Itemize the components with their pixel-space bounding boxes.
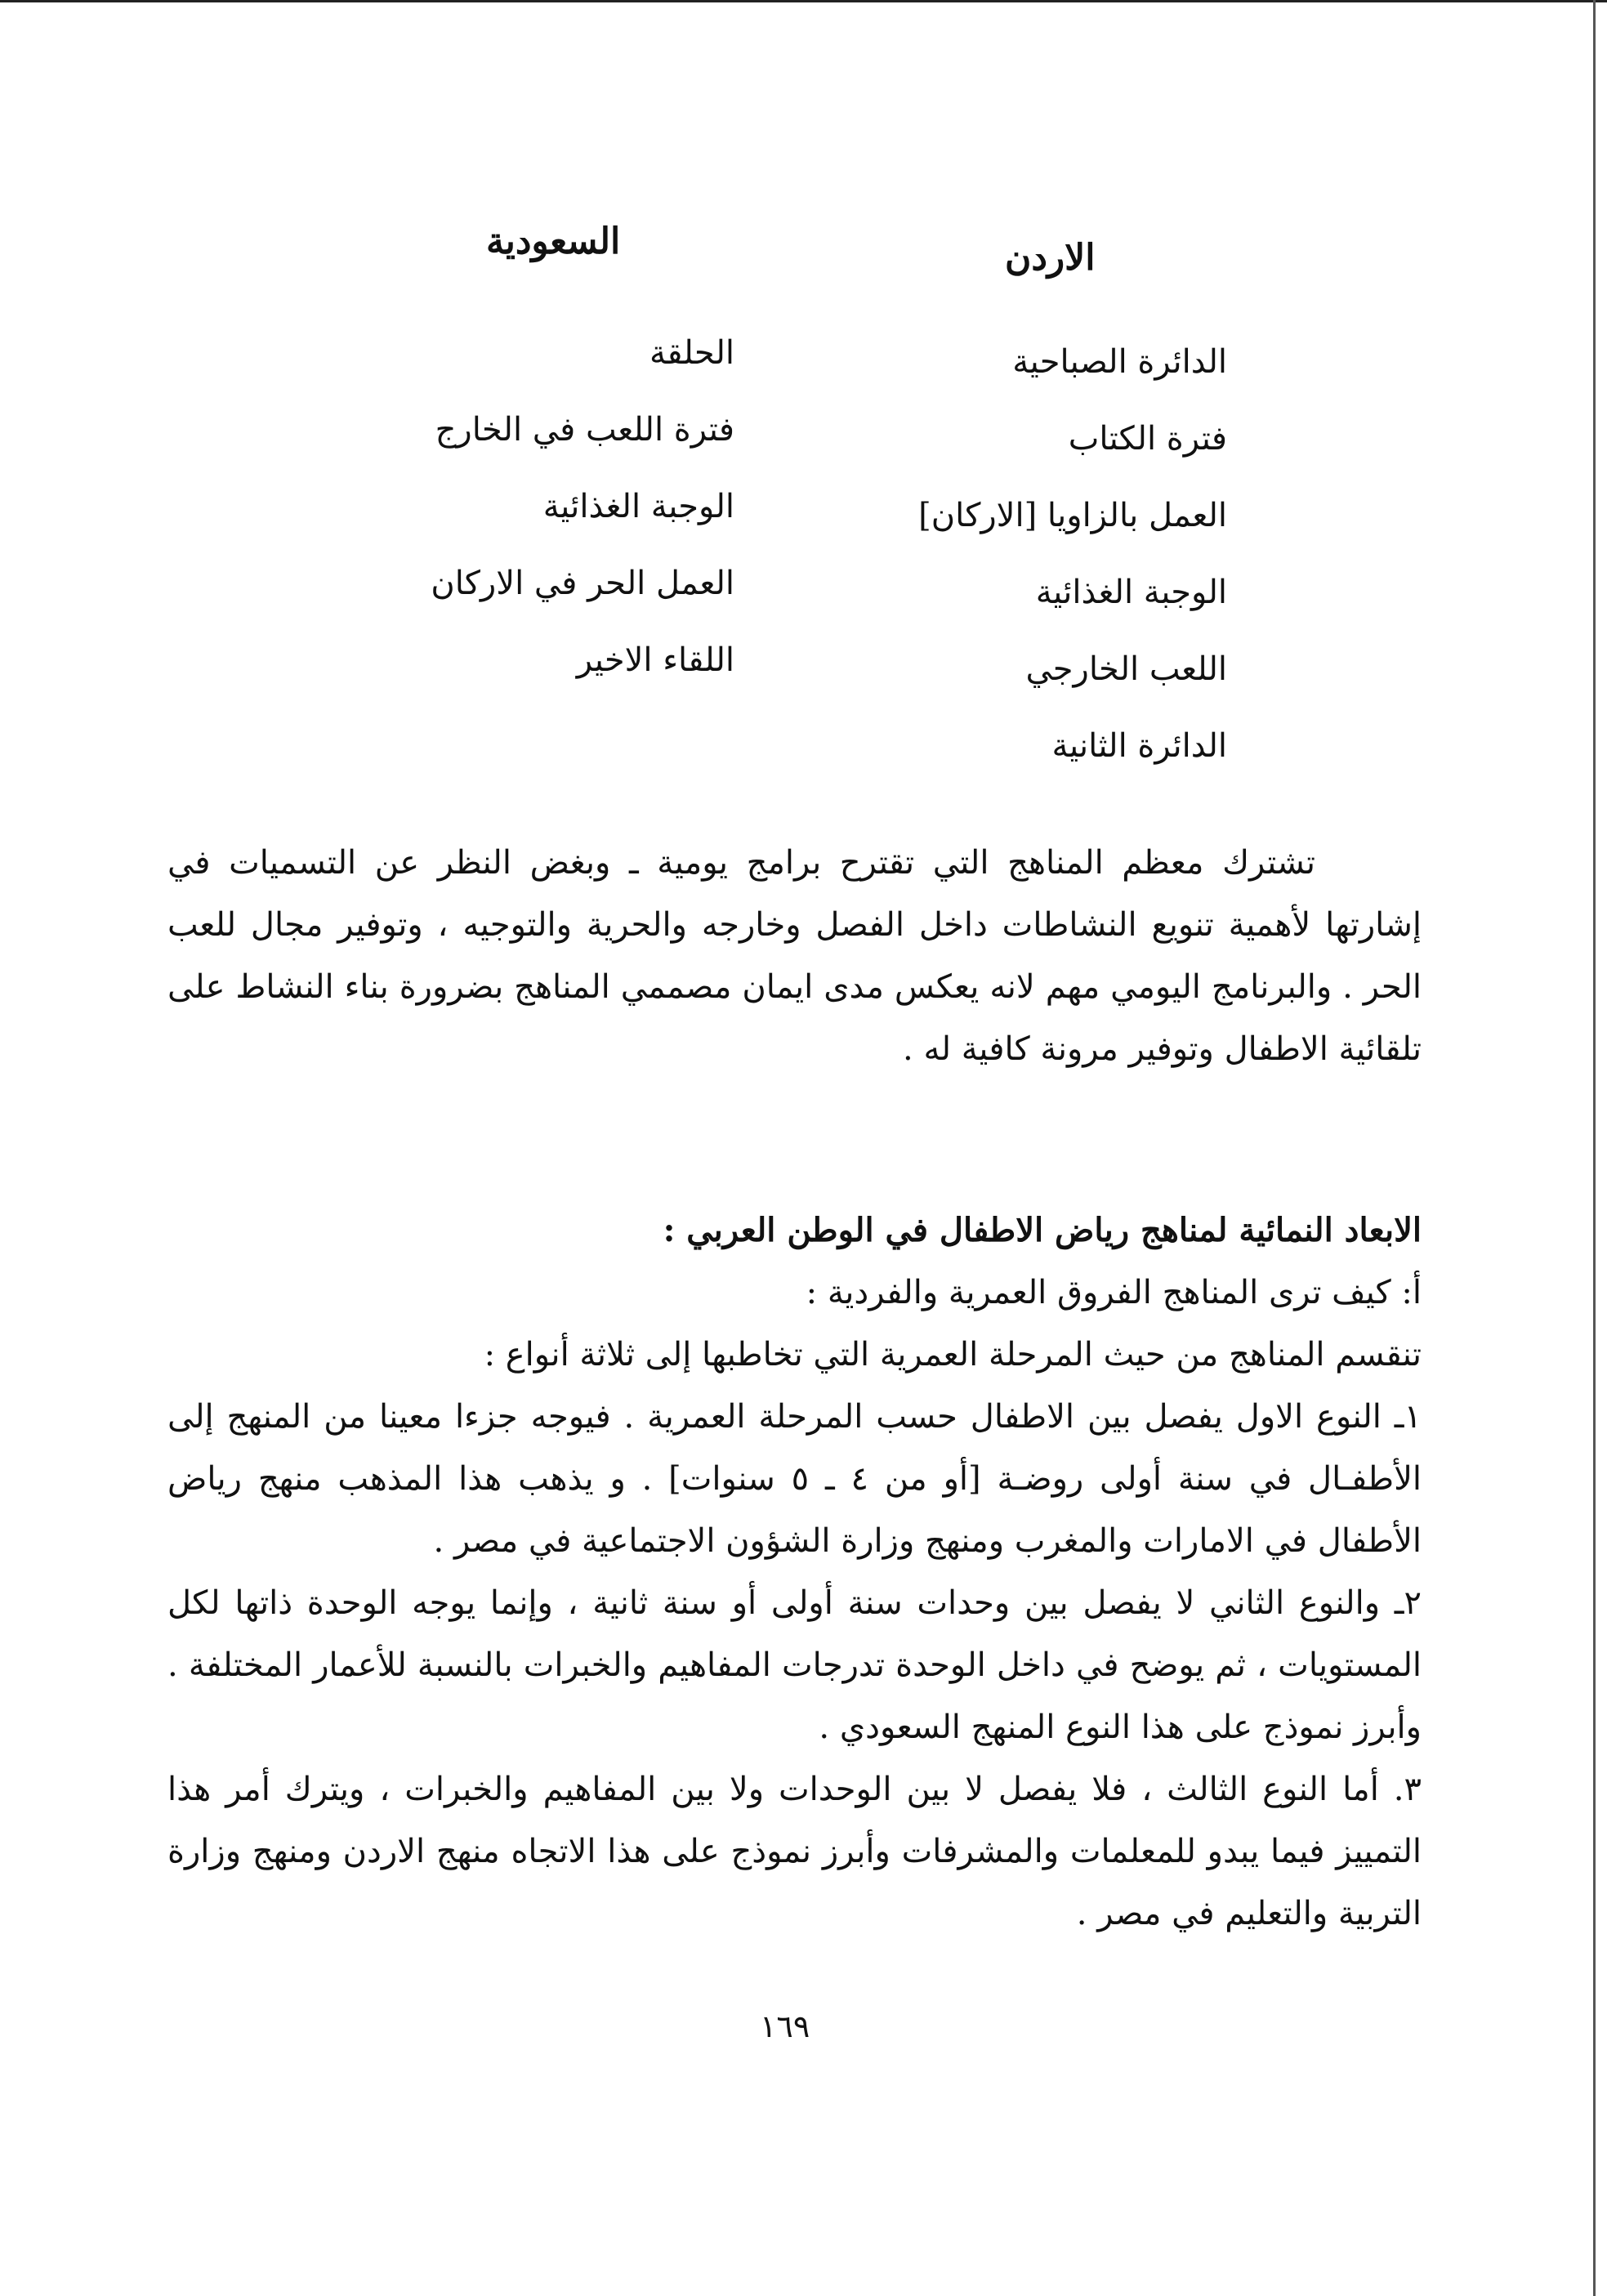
section-intro: تنقسم المناهج من حيث المرحلة العمرية التي تخاطبها إلى ثلاثة أنواع : (484, 1336, 1422, 1374)
paragraph-daily-programs: تشترك معظم المناهج التي تقترح برامج يومية ـ وبغض النظر عن التسميات في إشارتها لأهمية تنويع النشاطات داخل الفصل وخارجه والحرية والتوجيه ، وتوفير مجال للعب الحر . والبرنامج اليومي مهم لانه يعكس مدى ايمان مصممي المناهج بضرورة بناء النشاط على تلقائية الاطفال وتوفير مرونة كافية له . (167, 844, 1422, 1068)
list-item: العمل بالزاويا [الاركان] (918, 497, 1227, 534)
section-developmental-dimensions (167, 1199, 1422, 1945)
list-item: الحلقة (649, 334, 734, 372)
section-subtitle: أ: كيف ترى المناهج الفروق العمرية والفردية : (806, 1274, 1422, 1311)
list-item: اللعب الخارجي (1025, 650, 1227, 688)
saudi-schedule-list (277, 315, 734, 699)
list-item: فترة الكتاب (1068, 420, 1227, 458)
type-two-paragraph: ٢ـ والنوع الثاني لا يفصل بين وحدات سنة أولى أو سنة ثانية ، وإنما يوجه الوحدة ذاتها لكل المستويات ، ثم يوضح في داخل الوحدة تدرجات المفاهيم والخبرات بالنسبة للأعمار المختلفة . وأبرز نموذج على هذا النوع المنهج السعودي . (167, 1584, 1422, 1746)
type-one-paragraph: ١ـ النوع الاول يفصل بين الاطفال حسب المرحلة العمرية . فيوجه جزءا معينا من المنهج إلى الأطفـال في سنة أولى روضـة [أو من ٤ ـ ٥ سنوات] . و يذهب هذا المذهب منهج رياض الأطفال في الامارات والمغرب ومنهج وزارة الشؤون الاجتماعية في مصر . (167, 1398, 1422, 1560)
list-item: العمل الحر في الاركان (431, 565, 734, 602)
section-title: الابعاد النمائية لمناهج رياض الاطفال في الوطن العربي : (663, 1211, 1422, 1249)
list-item: الدائرة الثانية (1051, 727, 1227, 765)
column-header-jordan: الاردن (1005, 237, 1096, 279)
list-item: فترة اللعب في الخارج (435, 411, 734, 449)
list-item: الدائرة الصباحية (1012, 343, 1227, 381)
list-item: اللقاء الاخير (576, 641, 734, 679)
type-three-paragraph: ٣. أما النوع الثالث ، فلا يفصل لا بين الوحدات ولا بين المفاهيم والخبرات ، ويترك أمر هذا التمييز فيما يبدو للمعلمات والمشرفات وأبرز نموذج على هذا الاتجاه منهج الاردن ومنهج وزارة التربية والتعليم في مصر . (167, 1771, 1422, 1932)
column-header-saudi: السعودية (486, 221, 621, 262)
page-number: ١٦٩ (760, 2008, 810, 2044)
page-right-edge (1593, 0, 1596, 2296)
list-item: الوجبة الغذائية (1035, 574, 1227, 611)
list-item: الوجبة الغذائية (542, 488, 734, 525)
jordan-schedule-list (770, 324, 1227, 784)
page-top-edge (0, 0, 1607, 2)
